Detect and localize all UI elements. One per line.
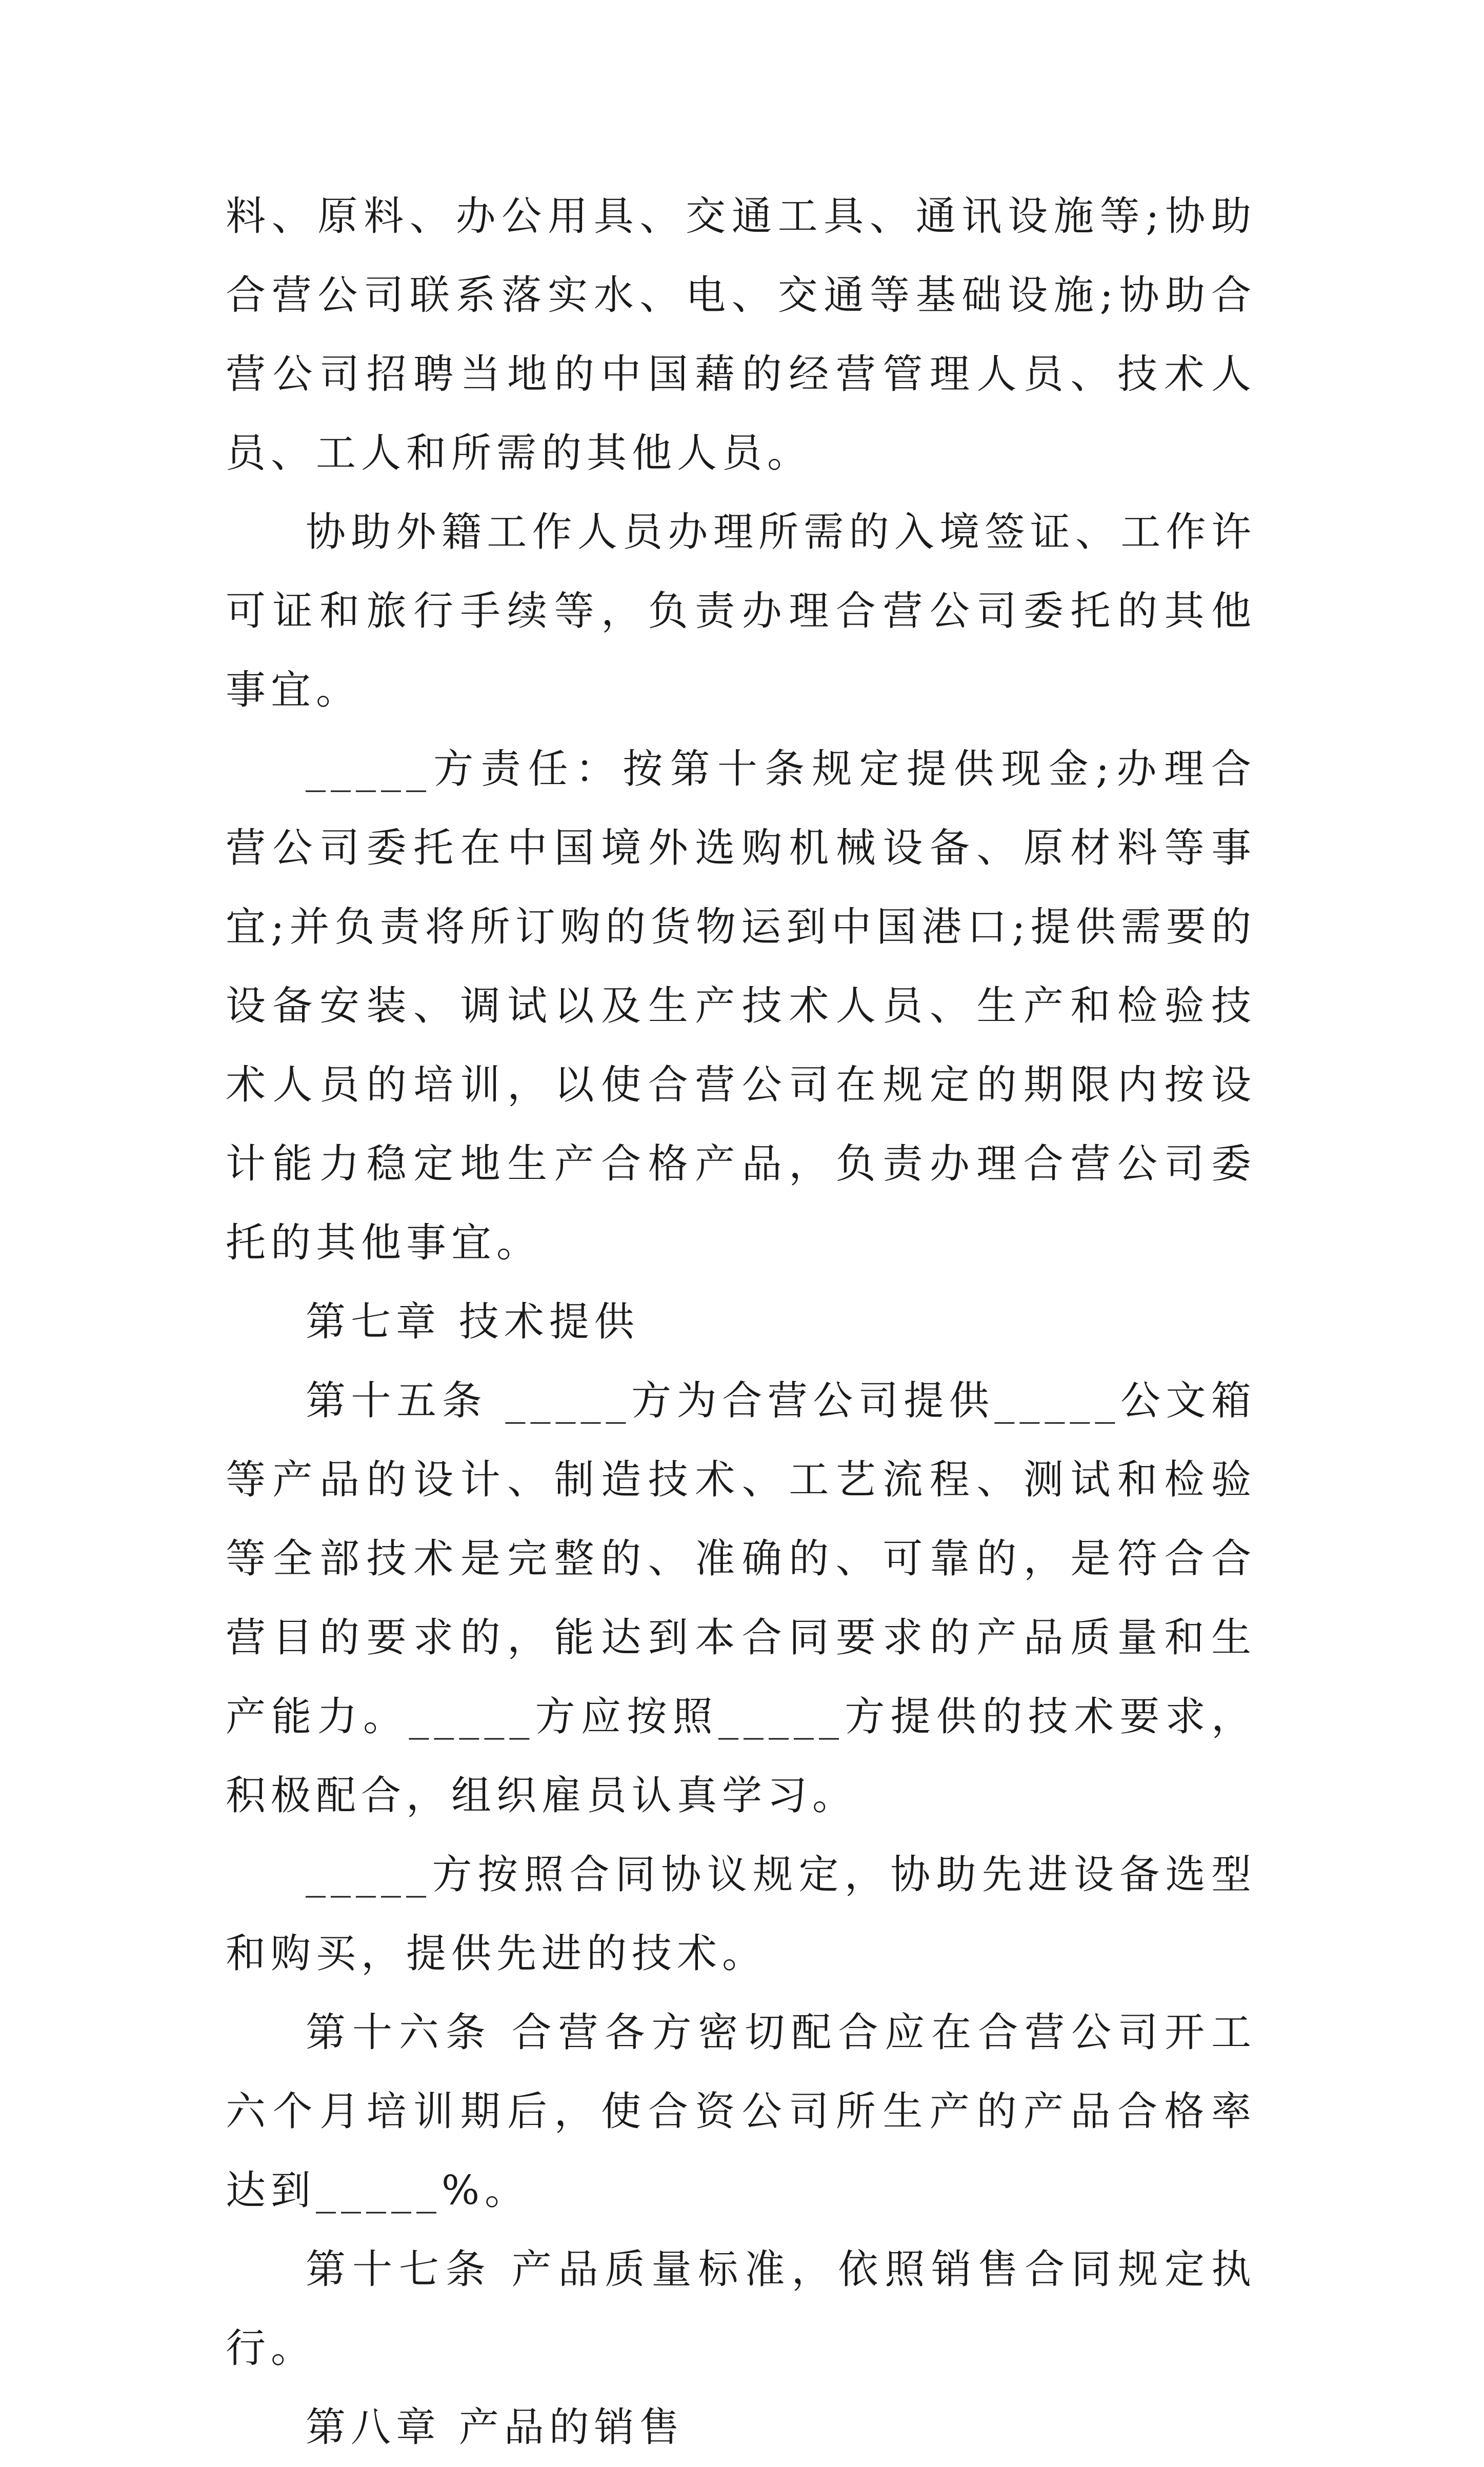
chapter-heading-7: 第七章 技术提供 <box>306 1299 639 1345</box>
paragraph-equipment-assistance: _____方按照合同协议规定，协助先进设备选型和购买，提供先进的技术。 <box>226 1852 1256 1977</box>
article-16: 第十六条 合营各方密切配合应在合营公司开工六个月培训期后，使合资公司所生产的产品合格率达到_____%。 <box>226 2010 1256 2214</box>
article-17: 第十七条 产品质量标准，依照销售合同规定执行。 <box>226 2247 1256 2372</box>
article-15: 第十五条 _____方为合营公司提供_____公文箱等产品的设计、制造技术、工艺流程、测试和检验等全部技术是完整的、准确的、可靠的，是符合合营目的要求的，能达到本合同要求的产品质量和生产能力。_____方应按照_____方提供的技术要求，积极配合，组织雇员认真学习。 <box>226 1378 1256 1819</box>
chapter-heading-8: 第八章 产品的销售 <box>306 2404 685 2451</box>
document-body <box>226 177 1256 2467</box>
paragraph-party-responsibility: _____方责任：按第十条规定提供现金;办理合营公司委托在中国境外选购机械设备、原材料等事宜;并负责将所订购的货物运到中国港口;提供需要的设备安装、调试以及生产技术人员、生产和检验技术人员的培训，以使合营公司在规定的期限内按设计能力稳定地生产合格产品，负责办理合营公司委托的其他事宜。 <box>226 746 1256 1266</box>
paragraph-continuation: 料、原料、办公用具、交通工具、通讯设施等;协助合营公司联系落实水、电、交通等基础设施;协助合营公司招聘当地的中国藉的经营管理人员、技术人员、工人和所需的其他人员。 <box>226 193 1256 476</box>
paragraph-assist-foreign-staff: 协助外籍工作人员办理所需的入境签证、工作许可证和旅行手续等，负责办理合营公司委托的其他事宜。 <box>226 509 1256 713</box>
